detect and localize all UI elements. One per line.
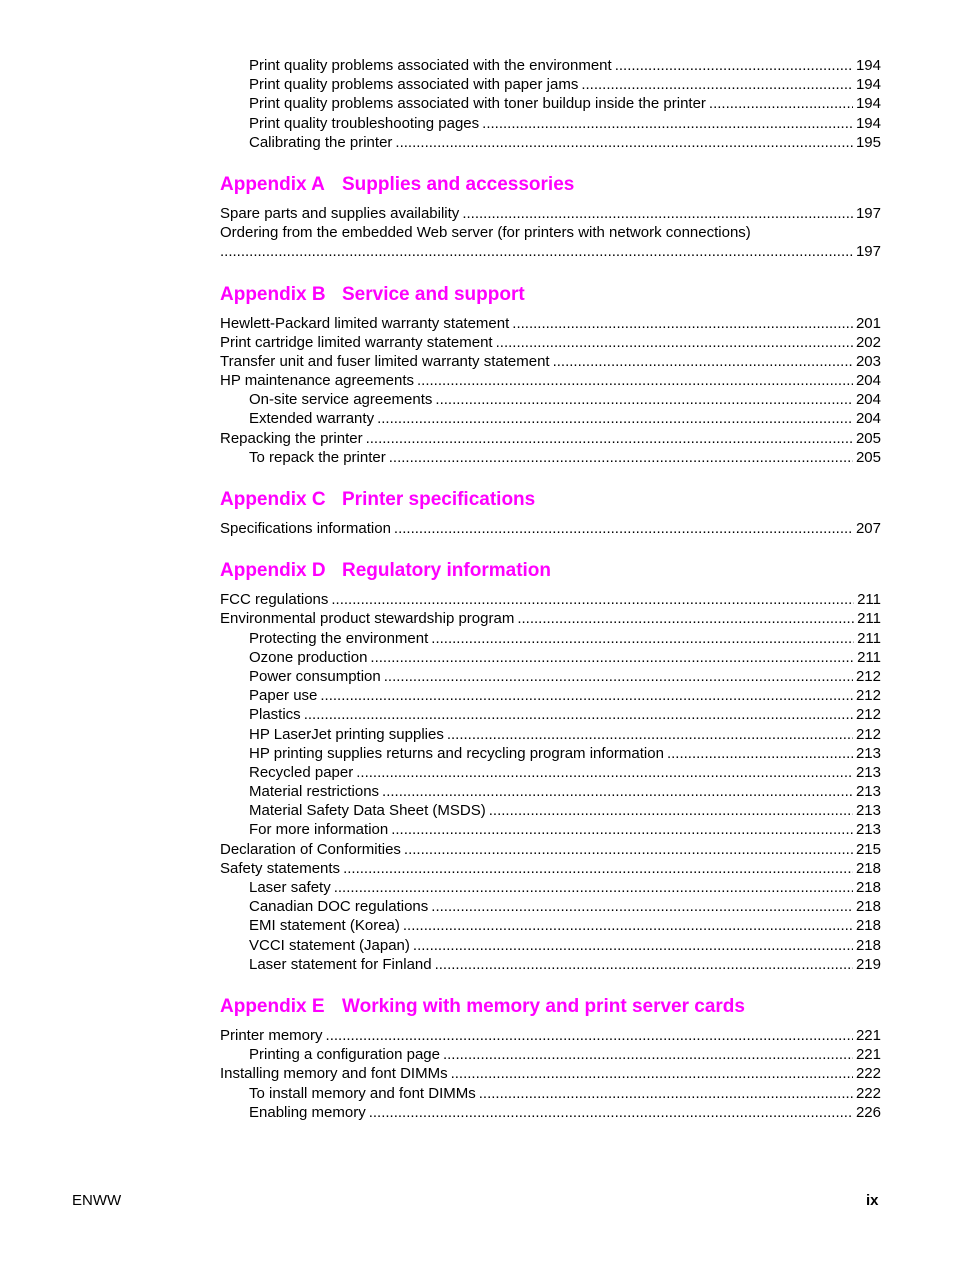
dot-leader [489, 801, 853, 820]
toc-entry-page: 213 [855, 783, 881, 801]
dot-leader [431, 897, 853, 916]
toc-entry-page: 222 [855, 1084, 881, 1102]
toc-entry-page: 218 [855, 898, 881, 916]
toc-entry[interactable] [220, 820, 881, 839]
dot-leader [517, 609, 854, 628]
toc-entry[interactable] [220, 352, 881, 371]
toc-entry-page: 195 [855, 133, 881, 151]
toc-entry-title: Printer memory [220, 1026, 323, 1044]
toc-entry-page: 197 [855, 204, 881, 222]
toc-entry[interactable] [220, 801, 881, 820]
dot-leader [394, 519, 853, 538]
dot-leader [462, 204, 853, 223]
dot-leader [417, 371, 853, 390]
toc-entry[interactable] [220, 133, 881, 152]
toc-entry-title: Laser statement for Finland [249, 955, 432, 973]
toc-entry-page: 197 [855, 243, 881, 261]
toc-entry-page: 215 [855, 840, 881, 858]
appendix-title: Printer specifications [342, 489, 536, 510]
toc-entry-page: 213 [855, 802, 881, 820]
dot-leader [496, 333, 853, 352]
dot-leader [451, 1064, 853, 1083]
toc-entry-title: Transfer unit and fuser limited warranty statement [220, 352, 550, 370]
toc-entry-page: 218 [855, 879, 881, 896]
toc-entry[interactable] [220, 667, 881, 686]
dot-leader [370, 648, 854, 667]
dot-leader [320, 686, 853, 705]
appendix-e-heading[interactable] [220, 995, 881, 1019]
toc-entry[interactable] [220, 763, 881, 782]
toc-entry[interactable] [220, 519, 881, 538]
toc-entry[interactable] [220, 936, 881, 955]
dot-leader [435, 955, 853, 974]
dot-leader [334, 878, 853, 897]
toc-entry-page: 194 [855, 95, 881, 113]
toc-entry[interactable] [220, 1103, 881, 1122]
toc-entry-page: 221 [855, 1026, 881, 1044]
page-number: ix [866, 1192, 879, 1209]
toc-entry-title: Print quality troubleshooting pages [249, 114, 480, 132]
toc-entry[interactable] [220, 725, 881, 744]
dot-leader [443, 1045, 853, 1064]
toc-entry-title: Recycled paper [249, 763, 354, 781]
toc-entry[interactable] [220, 1026, 881, 1045]
toc-entry-title: To repack the printer [249, 448, 386, 466]
dot-leader [413, 936, 853, 955]
toc-entry[interactable] [220, 1084, 881, 1103]
toc-entry-title: Canadian DOC regulations [249, 898, 429, 916]
toc-entry-title: Printing a configuration page [249, 1046, 440, 1064]
dot-leader [331, 590, 854, 609]
toc-entry-title: To install memory and font DIMMs [249, 1084, 476, 1102]
toc-entry-page: 201 [855, 314, 881, 332]
toc-entry-title: Declaration of Conformities [220, 840, 401, 858]
toc-entry-title: HP printing supplies returns and recycling program information [249, 744, 664, 762]
toc-entry-title: Print quality problems associated with the environment [249, 57, 612, 74]
toc-entry-page: 218 [855, 917, 881, 935]
dot-leader [431, 629, 854, 648]
toc-entry-page: 226 [855, 1103, 881, 1121]
toc-entry-page: 194 [855, 114, 881, 132]
toc-entry[interactable] [220, 94, 881, 113]
dot-leader [343, 859, 853, 878]
dot-leader [403, 916, 853, 935]
toc-entry-page: 211 [857, 591, 881, 609]
toc-entry-page: 212 [855, 667, 881, 685]
appendix-label: Appendix C [220, 489, 326, 510]
dot-leader [512, 314, 853, 333]
toc-entry[interactable] [220, 75, 881, 94]
toc-entry-title: HP maintenance agreements [220, 372, 415, 390]
toc-entry-page: 207 [855, 520, 881, 537]
toc-entry-page: 204 [855, 391, 881, 409]
dot-leader [366, 429, 853, 448]
toc-entry[interactable] [220, 56, 881, 75]
toc-entry[interactable] [220, 590, 881, 609]
dot-leader [435, 390, 853, 409]
toc-entry[interactable] [220, 609, 881, 628]
toc-entry[interactable] [220, 840, 881, 859]
toc-entry-title: Ozone production [249, 648, 368, 666]
toc-entry[interactable] [220, 686, 881, 705]
dot-leader [404, 840, 853, 859]
toc-entry-page: 213 [855, 763, 881, 781]
toc-entry-page: 219 [855, 955, 881, 973]
appendix-label: Appendix B [220, 283, 326, 305]
toc-entry-title: Ordering from the embedded Web server (for printers with network connections) [220, 224, 751, 242]
footer-left-label: ENWW [72, 1192, 122, 1209]
dot-leader [479, 1084, 853, 1103]
toc-entry-title: Calibrating the printer [249, 133, 393, 151]
toc-entry[interactable] [220, 314, 881, 333]
toc-entry[interactable] [220, 429, 881, 448]
toc-entry-title: Material Safety Data Sheet (MSDS) [249, 802, 486, 820]
toc-entry-page: 212 [855, 725, 881, 743]
dot-leader [304, 705, 853, 724]
appendix-d-heading[interactable] [220, 559, 881, 583]
toc-entry-page: 205 [855, 448, 881, 466]
dot-leader [709, 94, 853, 113]
toc-entry-title: Power consumption [249, 667, 381, 685]
toc-entry-title: Extended warranty [249, 410, 375, 428]
toc-entry-title: Repacking the printer [220, 429, 363, 447]
dot-leader [369, 1103, 853, 1122]
toc-entry[interactable] [220, 782, 881, 801]
appendix-label: Appendix D [220, 560, 326, 582]
dot-leader [447, 725, 853, 744]
toc-entry-title: Specifications information [220, 520, 391, 537]
toc-entry-title: Hewlett-Packard limited warranty statement [220, 314, 510, 332]
dot-leader [581, 75, 853, 94]
toc-entry-title: Spare parts and supplies availability [220, 204, 460, 222]
dot-leader [553, 352, 853, 371]
toc-entry-page: 204 [855, 372, 881, 390]
toc-entry-title: HP LaserJet printing supplies [249, 725, 444, 743]
appendix-title: Regulatory information [342, 560, 552, 582]
toc-entry-page: 211 [857, 648, 881, 666]
toc-entry-page: 218 [855, 859, 881, 877]
appendix-b-heading[interactable] [220, 283, 881, 307]
toc-entry[interactable] [220, 629, 881, 648]
toc-entry[interactable] [220, 648, 881, 667]
toc-entry-title: Installing memory and font DIMMs [220, 1065, 448, 1083]
toc-entry[interactable] [220, 204, 881, 223]
toc-entry[interactable] [220, 916, 881, 935]
toc-entry-page: 211 [857, 610, 881, 628]
toc-entry-title: Laser safety [249, 879, 331, 896]
toc-entry[interactable] [220, 859, 881, 878]
dot-leader [391, 820, 853, 839]
toc-entry[interactable] [220, 878, 881, 897]
toc-entry-title: Print cartridge limited warranty statement [220, 333, 493, 351]
toc-entry-title: Environmental product stewardship program [220, 610, 515, 628]
toc-entry-page: 213 [855, 821, 881, 839]
toc-entry-page: 212 [855, 706, 881, 724]
appendix-title: Working with memory and print server cards [342, 995, 745, 1017]
dot-leader [667, 744, 853, 763]
toc-entry[interactable] [220, 744, 881, 763]
toc-entry[interactable] [220, 955, 881, 974]
toc-entry-page: 211 [857, 629, 881, 647]
toc-entry-page: 194 [855, 76, 881, 94]
toc-entry-title: VCCI statement (Japan) [249, 936, 410, 954]
appendix-c-heading[interactable] [220, 488, 881, 512]
dot-leader [220, 242, 853, 261]
toc-entry-page: 204 [855, 410, 881, 428]
appendix-a-heading[interactable] [220, 173, 881, 197]
dot-leader [482, 114, 853, 133]
toc-entry[interactable] [220, 114, 881, 133]
toc-entry-page: 218 [855, 936, 881, 954]
toc-entry[interactable] [220, 705, 881, 724]
toc-entry-page: 202 [855, 333, 881, 351]
toc-entry-title: FCC regulations [220, 591, 329, 609]
toc-entry-page: 221 [855, 1046, 881, 1064]
appendix-title: Supplies and accessories [342, 173, 575, 195]
toc-entry[interactable] [220, 390, 881, 409]
toc-entry-page: 194 [855, 57, 881, 74]
toc-entry-page: 222 [855, 1065, 881, 1083]
toc-entry-title: Material restrictions [249, 783, 380, 801]
toc-entry[interactable] [220, 897, 881, 916]
dot-leader [377, 409, 853, 428]
toc-entry-title: EMI statement (Korea) [249, 917, 400, 935]
toc-entry[interactable] [220, 371, 881, 390]
appendix-title: Service and support [342, 283, 525, 305]
dot-leader [384, 667, 853, 686]
toc-entry[interactable] [220, 448, 881, 467]
toc-entry-title: On-site service agreements [249, 391, 433, 409]
toc-entry-title: Paper use [249, 687, 318, 705]
toc-entry[interactable] [220, 1064, 881, 1083]
appendix-label: Appendix A [220, 173, 325, 195]
toc-entry-title: For more information [249, 821, 389, 839]
toc-entry-title: Safety statements [220, 859, 341, 877]
dot-leader [615, 56, 853, 75]
toc-entry-page: 212 [855, 687, 881, 705]
toc-entry-title: Enabling memory [249, 1103, 366, 1121]
table-of-contents [220, 56, 881, 1122]
toc-entry[interactable] [220, 1045, 881, 1064]
toc-entry-page: 203 [855, 352, 881, 370]
dot-leader [382, 782, 853, 801]
dot-leader [326, 1026, 853, 1045]
dot-leader [356, 763, 853, 782]
toc-entry-title: Print quality problems associated with toner buildup inside the printer [249, 95, 706, 113]
toc-entry[interactable] [220, 223, 881, 261]
dot-leader [389, 448, 853, 467]
toc-entry-page: 213 [855, 744, 881, 762]
toc-entry-title: Protecting the environment [249, 629, 429, 647]
toc-entry-title: Plastics [249, 706, 301, 724]
appendix-label: Appendix E [220, 995, 325, 1017]
toc-entry[interactable] [220, 333, 881, 352]
dot-leader [395, 133, 853, 152]
toc-entry-page: 205 [855, 429, 881, 447]
toc-entry-title: Print quality problems associated with paper jams [249, 76, 579, 94]
toc-entry[interactable] [220, 409, 881, 428]
